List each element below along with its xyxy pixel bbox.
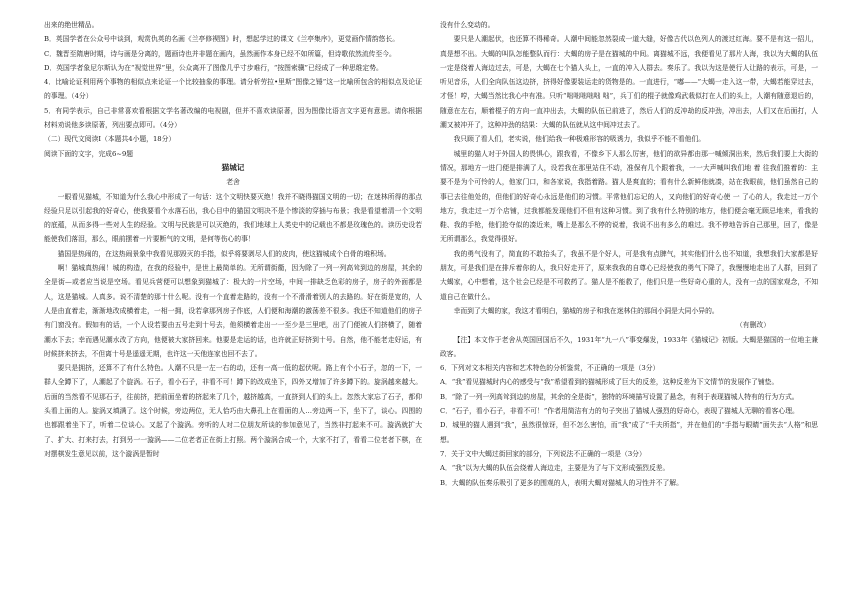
right-paragraph: A．“我”以为大蝎的队伍会绕着人海边走，主要是为了与下文形成强烈反差。 [440,464,670,473]
right-paragraph: 要只是人潮起伏，也还算不得稀奇。人潮中间能忽然裂成一道大缝，好像古代以色列人的渡过红海。要不是有这一招儿，真是想不出。大蝎的叫队怎能整队而行：大蝎的房子是在猫城的中间。离猫城不远，我便看见了那片人海，我以为大蝎的队伍一定是绕着人海边过去，可是，大蝎在七个猫人头上，一直的冲入人群去。奏乐了。我以为这是使行人让路的表示，可是，一听见音乐，人们全向队伍这边挤，挤得好像要装运走的货物是的。一直进行，“嘟——”大蝎一走入这一带，大蝎若能穿过去，才怪！哼，大蝎当然比我心中有准。只听“咄咄咄咄咄 咄”，兵丁们的棍子就像鸡武栽似打在人们的头上，人潮有随意退后的，随意在左右，顺着棍子的方向一直冲出去，大蝎的队伍已前进了，然后人们的反冲劫的反冲劲，冲出去，人们又在后面打，人潮又被冲开了，这种冲劲的结果：大蝎的队伍就从这中间冲过去了。 [440,35,818,130]
right-paragraph: C．“石子，看小石子，非看不可！”作者用简洁有力的句子突出了猫城人强烈的好奇心，表现了猫城人无聊的看客心理。 [440,407,799,416]
left-paragraph: 阅读下面的文字，完成6~9题 [44,149,134,158]
left-paragraph: C．魏晋至隋唐时期，诗与画是分离的，题画诗也并非题在画内，虽然画作本身已经不如所篇，但诗歌依然流传至今。 [44,49,396,58]
edit-note: （有删改） [736,321,770,330]
right-paragraph: B．大蝎的队伍奏乐吸引了更多的围观的人，表明大蝎对猫城人的习性并不了解。 [440,478,683,487]
footnote: 【注】本文作于老舍从英国回国后不久，1931年“九一八”事变爆发，1933年《猫城记》初版。大蝎是猫国的一位地主兼政客。 [440,335,818,358]
right-paragraph: 幸而到了大蝎的家，我这才看明白，猫城的房子和我在迷林住的那间小洞是大同小异的。 [453,306,719,315]
right-paragraph: A．“我”看见猫城时内心的感受与“我”希望看到的猫城形成了巨大的反差，这种反差为下文情节的发展作了铺垫。 [440,378,779,387]
left-paragraph: （二）现代文阅读Ⅰ（本题共4小题，18分） [44,135,176,144]
left-paragraph: B．英国学者在公众号中谈到，观赏仇英的名画《兰亭修禊图》时，想起学过的课文《兰亭集序》，更觉画作情韵悠长。 [44,35,400,44]
right-paragraph: 我只顾了看人们，老实说，他们给我一种极难形容的吸诱力，我似乎不能不看他们。 [453,135,706,144]
article-title: 猫城记 [221,162,245,172]
right-paragraph: 7．关于文中大蝎过街回家的部分，下列说法不正确的一项是（3分） [440,449,646,458]
left-paragraph: 一眼看见猫城，不知道为什么我心中形成了一句话：这个文明快要灭绝！我并不晓得猫国文明的一切；在迷林所得的那点经验只足以引起我的好奇心，使我要看个水落石出，我心目中的猫国文明决不是个惨淡的穿插与布景；我是看望着清一个文明的底蕴，从而多得一些对人生的经验。文明与民族是可以灭绝的，我们地球上人类史中的记载也不都是玫瑰色的。读历史设若能使我们落泪，那么，眼前摆着一片要断气的文明，是何等伤心的事！ [44,192,422,244]
left-paragraph: 要只是拥挤，还算不了有什么特色。人潮不只是一左一右的动，还有一高一低的起伏呢。路上有个小石子，忽的一下，一群人全蹲下了，人潮起了个旋涡。石子，看小石子，非看不可！蹲下的改成坐下，四外又增加了许多蹲下的。旋涡越来越大。后面的当然看不见那石子，往前挤，把前面坐着的挤起来了几个，越挤越高，一直挤到人们的头上。忽然大家忘了石子，都仰头看上面的人。旋涡又填满了。这个时候，旁边两位，无人恰巧由大鼻孔上在看面的人…旁边两一下，坐下了，谈心。四围的也都跟着坐下了，听着二位谈心。又起了个漩涡。旁听的人对二位朋友所谈的参加意见了，当然非打起来不可。漩涡就扩大了、扩大、打来打去，打到另一一漩涡——二位老者正在街上打照。两个漩涡合成一个，大家不打了，看看二位老者下棋，在对摆棋发生意见以前，这个漩涡是暂时 [44,364,422,458]
left-column [44,18,422,607]
right-paragraph: D．城里的猫人遇到“我”，虽然很惊讶，但不怎么害怕，而“我”成了“千夫所指”，并在他们的“手指与眼睛”面失去“人格”和思想。 [440,421,818,444]
right-paragraph: 没有什么变动的。 [440,21,495,29]
article-author: 老舍 [226,178,240,187]
right-column [440,18,818,607]
right-paragraph: 我的勇气没有了，简直的不敢抬头了，我虽不是个好人，可是我有点脾气，其实他们什么也不知道，我想我们大家都是好朋友，可是我们是在排斥着你的人，我只好走开了，原来我我的自尊心已经使我的勇气下降了，我慢慢地走出了人群，回到了大蝎家，心中想着，这个社会已经是不可救药了。猫人是不能救了，他们只是一些好奇心重的人，没有一点的国家观念，不知道自己在做什么。 [440,249,818,301]
left-paragraph: D．英国学者象尼尔斯认为在“视觉世界”里，公众离开了图像几乎寸步难行，“按图索骥”已经成了一种思维定势。 [44,63,383,72]
right-paragraph: 6．下列对文本相关内容和艺术特色的分析鉴赏，不正确的一项是（3分） [440,364,660,373]
left-paragraph: 4．比喻论证利用两个事物的相似点来论证一个比较抽象的事理。请分析劳拉•里斯“图像之锤”这一比喻所包含的相似点及论证的事理。（4分） [44,78,422,101]
left-paragraph: 猫国是热闹的，在这热闹景象中我看见那毁灭的手指，似乎将要剥尽人们的皮肉，使这猫城成个白骨的堆积场。 [57,249,391,258]
left-paragraph: 出来的绝世精品。 [44,21,99,29]
right-paragraph: 城里的猫人对于外国人的畏惧心，跟我看，不像乡下人那么厉害，他们的欲异都由那一喊倾洞出来，然后我们要上大街的情况，那地方一进门便是排满了人，设若我在那里站住不动，准保有几个跟着我，一一大声喊叫我们地 着 往我们推着的：主要不是为个可怜的人，他家门口，和各家说，我指着路。猫人是爽直的；看有什么新鲜他就凑，站在我眼前，他们虽然自己的事已去往他处的，但他们的好奇心永远是他们的习惯。平常他们忘记的人，又向他们的好奇心使 一 了心的人，我走过一万个地方，我走过一万个店铺，过我都能发现他们不但有这种习惯。到了我有什么特别的地方，他们便会毫无顾忌地来，看我的鞋、我的手枪，他们抢夺似的凑近来，嘴上是那么不停的说着，我说不出有多么的难过。我不停地告诉自己那里，回了，像是无所谓那么，我觉得很好。 [440,149,818,244]
left-paragraph: 啊！猫城真热闹！城的构造，在我的经验中，是世上最简单的。无所谓街衢，因为除了一列一列高耸到边的房屋，其余的全是街—或者应当说是空场。看见兵营便可以想象到猫城了：极大的一片空场，中间一排缺乏色彩的房子，房子的外面都是人，这是猫城。人真多。说不清楚的那十什么呢。没有一个直着走路的，没有一个不滑滑着别人的去路的。好在街是宽的，人人是由直着走，渐渐地改成横着走，一相一拥，设若拿那列房子作底，人们便和海潮的激荡差不很多。我还不知道他们的房子有门窗没有。假如有的话，一个人设若要由五号走到十号去，他须横着走出一一至少是三里吧，出了门便被人们挤横了，随着潮水下去；幸而遇见潮水改了方向，他便被大家挤回来。他要是走运的话，也许就正好挤到十号。自然，他不能老走好运，有时候挤来挤去，不但离十号是遥遥无期，也许这一天他连家也回不去了。 [44,264,422,358]
left-paragraph: 5．有同学表示，自己非常喜欢看根据文学名著改编的电视剧，但并不喜欢读原著，因为图像比语言文字更有意思。请你根据材料劝说他多读原著，列出要点即可。（4分） [44,106,422,130]
right-paragraph: B．“除了一列一列高耸到边的房屋，其余的全是街”，独特的环境描写设置了悬念，有利于表现猫城人特有的行为方式。 [440,392,799,401]
